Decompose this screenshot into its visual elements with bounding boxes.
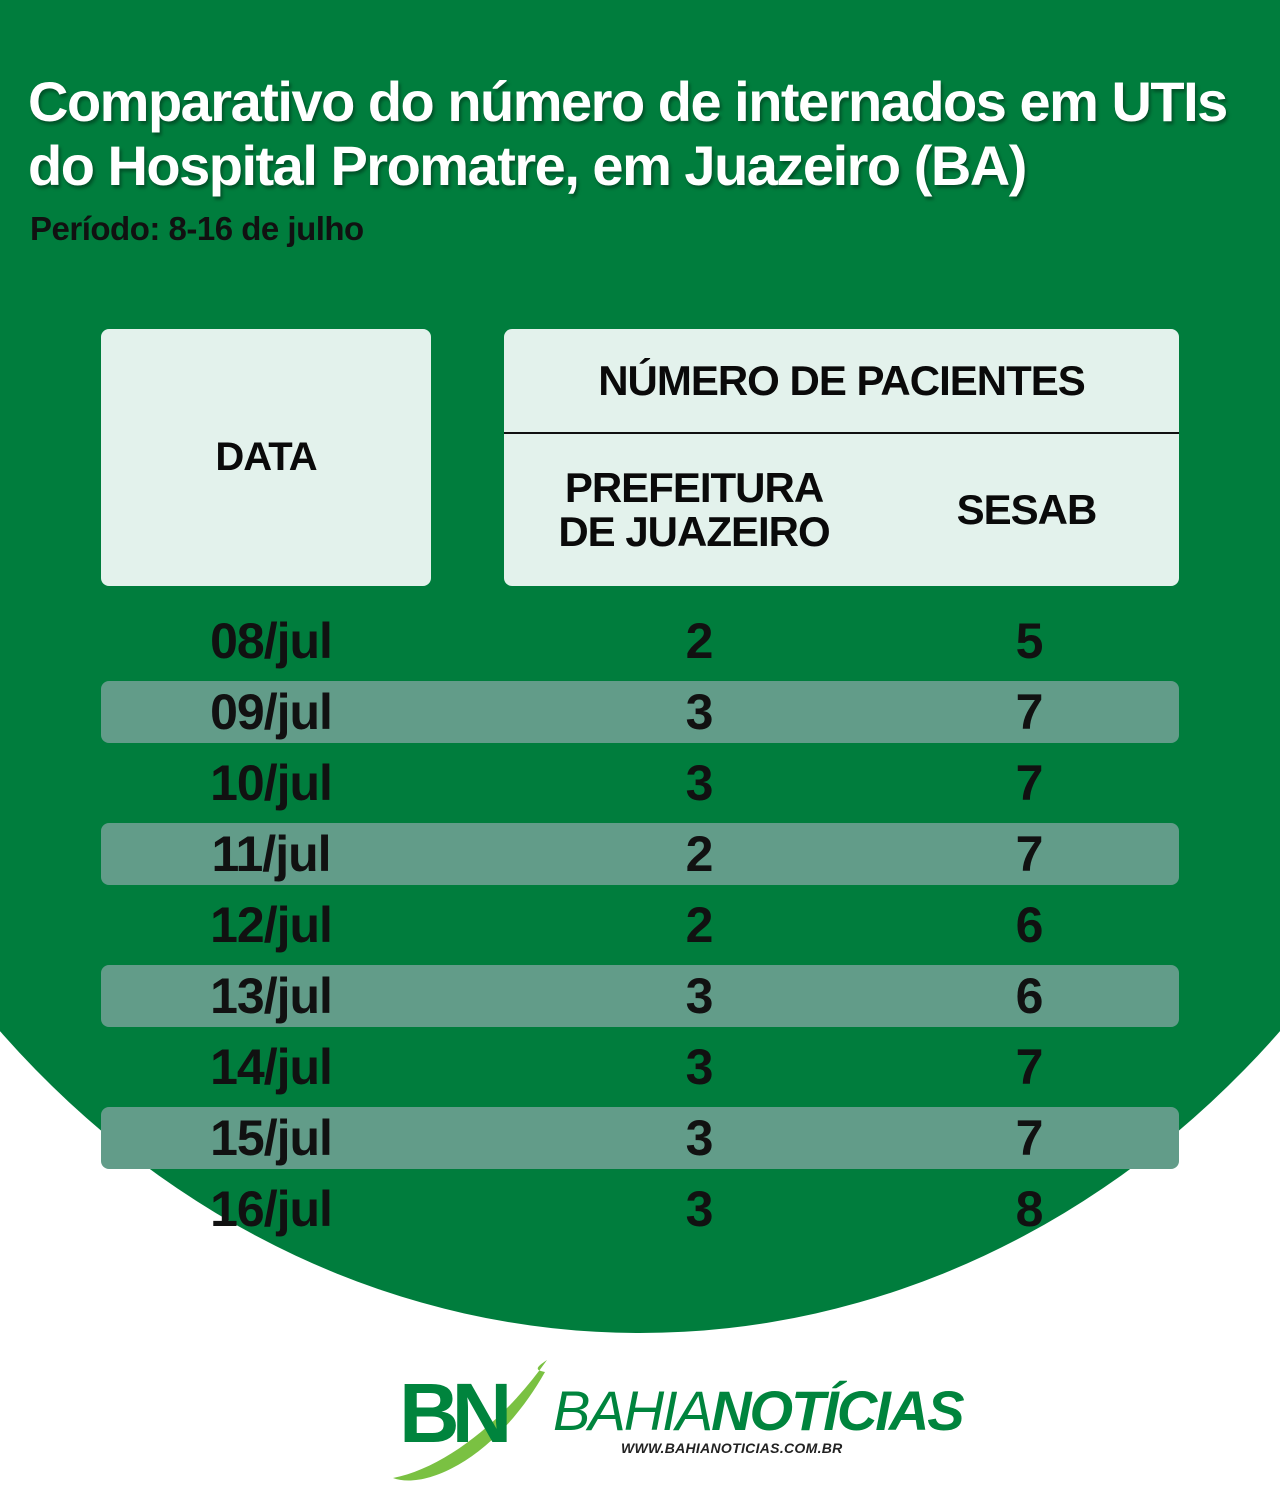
header-prefeitura [524,434,864,586]
header-patients [504,329,1179,586]
table-row [101,965,1179,1027]
sesab-cell: 7 [1015,826,1043,882]
bn-logo-icon [385,1350,555,1490]
title-line-2: do Hospital Promatre, em Juazeiro (BA) [28,134,1026,197]
table-row [101,1178,1179,1240]
date-cell: 11/jul [211,826,331,882]
prefeitura-cell: 2 [685,826,713,882]
chart-title [28,70,1268,198]
table-row [101,823,1179,885]
sesab-cell: 5 [1015,613,1043,669]
date-cell: 13/jul [210,968,332,1024]
period-subtitle: Período: 8-16 de julho [30,210,364,247]
date-cell: 12/jul [210,897,332,953]
sesab-cell: 7 [1015,684,1043,740]
prefeitura-cell: 2 [685,897,713,953]
logo-wordmark [553,1378,963,1443]
header-date-label: DATA [215,435,317,479]
sesab-cell: 6 [1015,897,1043,953]
sesab-cell: 6 [1015,968,1043,1024]
sesab-cell: 7 [1015,1110,1043,1166]
header-patients-title: NÚMERO DE PACIENTES [504,329,1179,434]
prefeitura-cell: 3 [685,755,713,811]
sesab-cell: 8 [1015,1181,1043,1237]
sesab-cell: 7 [1015,1039,1043,1095]
prefeitura-cell: 3 [685,1110,713,1166]
sesab-cell: 7 [1015,755,1043,811]
logo-name-bold: NOTÍCIAS [711,1379,963,1442]
prefeitura-cell: 3 [685,1181,713,1237]
table-row [101,1107,1179,1169]
prefeitura-cell: 3 [685,1039,713,1095]
logo-url: WWW.BAHIANOTICIAS.COM.BR [621,1440,843,1456]
header-sesab: SESAB [956,486,1097,533]
table-row [101,1036,1179,1098]
table-row [101,610,1179,672]
prefeitura-cell: 2 [685,613,713,669]
prefeitura-cell: 3 [685,684,713,740]
header-prefeitura-line-1: PREFEITURA [564,464,824,511]
date-cell: 09/jul [210,684,332,740]
prefeitura-cell: 3 [685,968,713,1024]
table-row [101,752,1179,814]
date-cell: 15/jul [210,1110,332,1166]
date-cell: 10/jul [210,755,332,811]
logo-name-light: BAHIA [553,1379,712,1442]
table-row [101,894,1179,956]
title-line-1: Comparativo do número de internados em UTIs [28,70,1227,133]
date-cell: 14/jul [210,1039,332,1095]
bahia-noticias-logo [385,1350,963,1490]
header-prefeitura-line-2: DE JUAZEIRO [558,508,830,555]
header-date [101,329,431,586]
bn-logo-mark: BN [399,1366,505,1460]
table-row [101,681,1179,743]
date-cell: 16/jul [210,1181,332,1237]
date-cell: 08/jul [210,613,332,669]
